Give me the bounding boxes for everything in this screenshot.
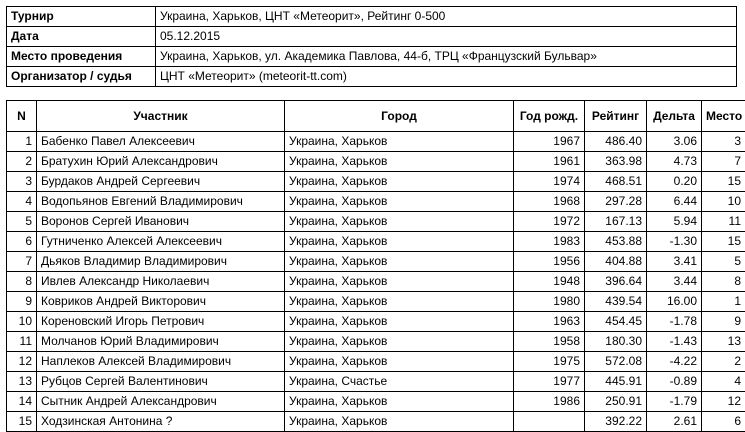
cell-number: 8 bbox=[7, 272, 37, 292]
cell-birth-year: 1983 bbox=[514, 232, 585, 252]
header-number: N bbox=[7, 101, 37, 132]
table-row bbox=[7, 172, 745, 192]
cell-participant: Братухин Юрий Александрович bbox=[37, 152, 285, 172]
info-value: 05.12.2015 bbox=[156, 27, 737, 47]
cell-rating: 439.54 bbox=[585, 292, 647, 312]
table-row bbox=[7, 252, 745, 272]
table-row bbox=[7, 312, 745, 332]
cell-number: 1 bbox=[7, 132, 37, 152]
cell-participant: Воронов Сергей Иванович bbox=[37, 212, 285, 232]
cell-number: 10 bbox=[7, 312, 37, 332]
cell-city: Украина, Харьков bbox=[285, 172, 514, 192]
cell-delta: 6.44 bbox=[647, 192, 702, 212]
cell-rating: 167.13 bbox=[585, 212, 647, 232]
cell-rating: 180.30 bbox=[585, 332, 647, 352]
cell-birth-year: 1956 bbox=[514, 252, 585, 272]
cell-birth-year: 1980 bbox=[514, 292, 585, 312]
header-city: Город bbox=[285, 101, 514, 132]
cell-place: 7 bbox=[702, 152, 745, 172]
cell-city: Украина, Харьков bbox=[285, 192, 514, 212]
table-row bbox=[7, 412, 745, 432]
table-row bbox=[7, 372, 745, 392]
header-birth-year: Год рожд. bbox=[514, 101, 585, 132]
cell-rating: 297.28 bbox=[585, 192, 647, 212]
table-row bbox=[7, 332, 745, 352]
cell-city: Украина, Харьков bbox=[285, 392, 514, 412]
cell-delta: 3.06 bbox=[647, 132, 702, 152]
table-row bbox=[7, 152, 745, 172]
cell-city: Украина, Харьков bbox=[285, 152, 514, 172]
cell-rating: 404.88 bbox=[585, 252, 647, 272]
cell-city: Украина, Харьков bbox=[285, 412, 514, 432]
cell-city: Украина, Харьков bbox=[285, 232, 514, 252]
cell-delta: 3.44 bbox=[647, 272, 702, 292]
cell-participant: Гутниченко Алексей Алексеевич bbox=[37, 232, 285, 252]
cell-place: 4 bbox=[702, 372, 745, 392]
header-rating: Рейтинг bbox=[585, 101, 647, 132]
cell-place: 2 bbox=[702, 352, 745, 372]
info-label: Организатор / судья bbox=[7, 67, 156, 87]
cell-rating: 250.91 bbox=[585, 392, 647, 412]
info-value: Украина, Харьков, ЦНТ «Метеорит», Рейтинг 0-500 bbox=[156, 7, 737, 27]
info-value: ЦНТ «Метеорит» (meteorit-tt.com) bbox=[156, 67, 737, 87]
cell-place: 15 bbox=[702, 172, 745, 192]
cell-rating: 453.88 bbox=[585, 232, 647, 252]
cell-number: 7 bbox=[7, 252, 37, 272]
cell-place: 6 bbox=[702, 412, 745, 432]
table-row bbox=[7, 192, 745, 212]
info-label: Место проведения bbox=[7, 47, 156, 67]
cell-birth-year bbox=[514, 412, 585, 432]
cell-rating: 486.40 bbox=[585, 132, 647, 152]
cell-place: 1 bbox=[702, 292, 745, 312]
cell-participant: Бурдаков Андрей Сергеевич bbox=[37, 172, 285, 192]
cell-participant: Дьяков Владимир Владимирович bbox=[37, 252, 285, 272]
cell-delta: -1.78 bbox=[647, 312, 702, 332]
cell-place: 9 bbox=[702, 312, 745, 332]
table-row bbox=[7, 132, 745, 152]
cell-birth-year: 1974 bbox=[514, 172, 585, 192]
cell-rating: 454.45 bbox=[585, 312, 647, 332]
tournament-info-table bbox=[6, 6, 737, 87]
cell-rating: 396.64 bbox=[585, 272, 647, 292]
info-row bbox=[7, 47, 737, 67]
results-header-row bbox=[7, 101, 745, 132]
cell-place: 8 bbox=[702, 272, 745, 292]
cell-delta: -1.30 bbox=[647, 232, 702, 252]
cell-place: 10 bbox=[702, 192, 745, 212]
cell-delta: 2.61 bbox=[647, 412, 702, 432]
cell-participant: Ивлев Александр Николаевич bbox=[37, 272, 285, 292]
cell-place: 3 bbox=[702, 132, 745, 152]
cell-city: Украина, Харьков bbox=[285, 312, 514, 332]
cell-number: 15 bbox=[7, 412, 37, 432]
cell-delta: 4.73 bbox=[647, 152, 702, 172]
cell-city: Украина, Харьков bbox=[285, 252, 514, 272]
cell-place: 12 bbox=[702, 392, 745, 412]
cell-city: Украина, Харьков bbox=[285, 272, 514, 292]
cell-number: 9 bbox=[7, 292, 37, 312]
cell-place: 15 bbox=[702, 232, 745, 252]
cell-participant: Наплеков Алексей Владимирович bbox=[37, 352, 285, 372]
cell-participant: Молчанов Юрий Владимирович bbox=[37, 332, 285, 352]
cell-birth-year: 1963 bbox=[514, 312, 585, 332]
results-table bbox=[6, 100, 745, 432]
cell-birth-year: 1975 bbox=[514, 352, 585, 372]
cell-participant: Водопьянов Евгений Владимирович bbox=[37, 192, 285, 212]
cell-delta: 16.00 bbox=[647, 292, 702, 312]
cell-birth-year: 1972 bbox=[514, 212, 585, 232]
cell-participant: Рубцов Сергей Валентинович bbox=[37, 372, 285, 392]
table-row bbox=[7, 392, 745, 412]
info-row bbox=[7, 27, 737, 47]
cell-birth-year: 1977 bbox=[514, 372, 585, 392]
cell-number: 11 bbox=[7, 332, 37, 352]
cell-birth-year: 1967 bbox=[514, 132, 585, 152]
cell-place: 5 bbox=[702, 252, 745, 272]
table-row bbox=[7, 272, 745, 292]
cell-participant: Ходзинская Антонина ? bbox=[37, 412, 285, 432]
cell-birth-year: 1958 bbox=[514, 332, 585, 352]
cell-delta: 5.94 bbox=[647, 212, 702, 232]
info-value: Украина, Харьков, ул. Академика Павлова, 44-б, ТРЦ «Французский Бульвар» bbox=[156, 47, 737, 67]
cell-participant: Бабенко Павел Алексеевич bbox=[37, 132, 285, 152]
cell-number: 3 bbox=[7, 172, 37, 192]
cell-number: 4 bbox=[7, 192, 37, 212]
cell-city: Украина, Харьков bbox=[285, 352, 514, 372]
cell-city: Украина, Харьков bbox=[285, 332, 514, 352]
cell-rating: 363.98 bbox=[585, 152, 647, 172]
cell-birth-year: 1948 bbox=[514, 272, 585, 292]
info-label: Дата bbox=[7, 27, 156, 47]
cell-number: 5 bbox=[7, 212, 37, 232]
header-place: Место bbox=[702, 101, 745, 132]
cell-delta: -1.79 bbox=[647, 392, 702, 412]
cell-birth-year: 1961 bbox=[514, 152, 585, 172]
cell-rating: 572.08 bbox=[585, 352, 647, 372]
cell-city: Украина, Харьков bbox=[285, 132, 514, 152]
cell-delta: -4.22 bbox=[647, 352, 702, 372]
header-participant: Участник bbox=[37, 101, 285, 132]
cell-city: Украина, Харьков bbox=[285, 212, 514, 232]
cell-number: 13 bbox=[7, 372, 37, 392]
table-row bbox=[7, 292, 745, 312]
info-row bbox=[7, 7, 737, 27]
cell-participant: Ковриков Андрей Викторович bbox=[37, 292, 285, 312]
cell-delta: 0.20 bbox=[647, 172, 702, 192]
cell-city: Украина, Харьков bbox=[285, 292, 514, 312]
cell-place: 11 bbox=[702, 212, 745, 232]
cell-delta: 3.41 bbox=[647, 252, 702, 272]
table-row bbox=[7, 352, 745, 372]
cell-delta: -1.43 bbox=[647, 332, 702, 352]
cell-participant: Кореновский Игорь Петрович bbox=[37, 312, 285, 332]
cell-place: 13 bbox=[702, 332, 745, 352]
table-row bbox=[7, 232, 745, 252]
cell-birth-year: 1986 bbox=[514, 392, 585, 412]
cell-city: Украина, Счастье bbox=[285, 372, 514, 392]
cell-number: 6 bbox=[7, 232, 37, 252]
cell-number: 12 bbox=[7, 352, 37, 372]
cell-rating: 445.91 bbox=[585, 372, 647, 392]
info-label: Турнир bbox=[7, 7, 156, 27]
info-row bbox=[7, 67, 737, 87]
cell-number: 14 bbox=[7, 392, 37, 412]
cell-participant: Сытник Андрей Александрович bbox=[37, 392, 285, 412]
cell-rating: 468.51 bbox=[585, 172, 647, 192]
cell-rating: 392.22 bbox=[585, 412, 647, 432]
table-row bbox=[7, 212, 745, 232]
header-delta: Дельта bbox=[647, 101, 702, 132]
cell-delta: -0.89 bbox=[647, 372, 702, 392]
cell-birth-year: 1968 bbox=[514, 192, 585, 212]
cell-number: 2 bbox=[7, 152, 37, 172]
